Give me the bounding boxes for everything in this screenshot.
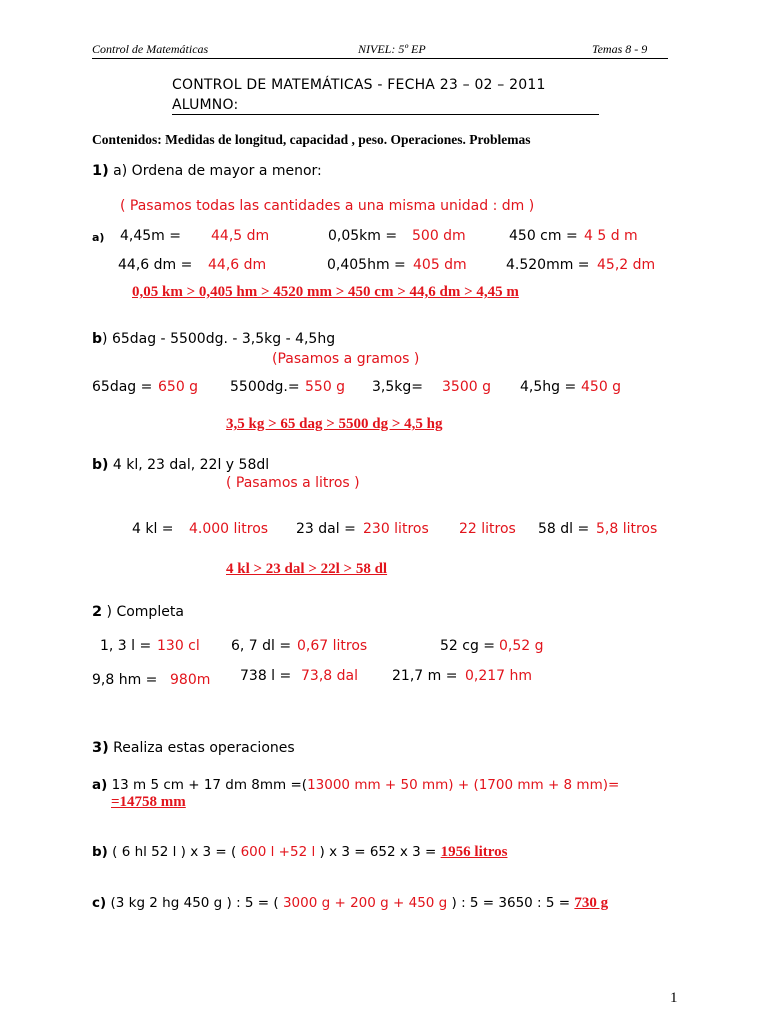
q1-text: Ordena de mayor a menor:	[131, 163, 322, 179]
q1c-text: 4 kl, 23 dal, 22l y 58dl	[108, 457, 270, 473]
q1b-c3: 3,5kg=	[372, 379, 423, 395]
q2-d: 9,8 hm =	[92, 672, 158, 688]
q1b-text: ) 65dag - 5500dg. - 3,5kg - 4,5hg	[102, 331, 336, 347]
q1-r2c3: 4.520mm =	[506, 257, 590, 273]
header-right: Temas 8 - 9	[592, 42, 648, 56]
q3-number: 3)	[92, 740, 109, 756]
q1c-note: ( Pasamos a litros )	[226, 475, 360, 491]
q3-b-label: b)	[92, 844, 108, 860]
q1-r1c3: 450 cm =	[509, 228, 578, 244]
q2-heading	[92, 604, 184, 620]
q3-c-label: c)	[92, 895, 107, 911]
q2-c-value: 0,52 g	[499, 638, 544, 654]
q1-r2c1-value: 44,6 dm	[208, 257, 267, 273]
q3-a-label: a)	[92, 777, 108, 793]
q1-r1c2: 0,05km =	[328, 228, 398, 244]
q1c-answer: 4 kl > 23 dal > 22l > 58 dl	[226, 561, 388, 577]
q1-heading	[92, 163, 322, 179]
q1b-c4: 4,5hg =	[520, 379, 577, 395]
q1c-c2-value: 230 litros	[363, 521, 429, 537]
q1b-c1-value: 650 g	[158, 379, 199, 395]
q3-a	[92, 777, 619, 793]
q1b-note: (Pasamos a gramos )	[272, 351, 420, 367]
q1-r2c2-value: 405 dm	[413, 257, 467, 273]
q2-a-value: 130 cl	[157, 638, 200, 654]
q1c-c4: 58 dl =	[538, 521, 590, 537]
q1b-heading	[92, 331, 335, 347]
q1c-label: b)	[92, 457, 109, 473]
q1b-label: b	[92, 331, 103, 347]
q2-d-value: 980m	[170, 672, 211, 688]
q1-note: ( Pasamos todas las cantidades a una misma unidad : dm )	[120, 198, 535, 214]
q3-c-red: 3000 g + 200 g + 450 g	[282, 895, 448, 911]
header-center: NIVEL: 5º EP	[358, 42, 426, 56]
q3-c-text2: ) : 5 = 3650 : 5 =	[447, 895, 575, 911]
q3-c	[92, 895, 608, 912]
q1-r2c1: 44,6 dm =	[118, 257, 193, 273]
q3-c-text1: (3 kg 2 hg 450 g ) : 5 = (	[106, 895, 283, 911]
q2-a: 1, 3 l =	[100, 638, 152, 654]
q1-r1c3-value: 4 5 d m	[584, 228, 638, 244]
q2-number: 2	[92, 604, 103, 620]
q1-r1c2-value: 500 dm	[412, 228, 466, 244]
q2-b: 6, 7 dl =	[231, 638, 292, 654]
q2-b-value: 0,67 litros	[297, 638, 368, 654]
q3-b-text1: ( 6 hl 52 l ) x 3 = (	[107, 844, 241, 860]
q3-a-text: 13 m 5 cm + 17 dm 8mm =(	[107, 777, 308, 793]
q1b-c2-value: 550 g	[305, 379, 346, 395]
q1-r2c2: 0,405hm =	[327, 257, 406, 273]
q1c-heading	[92, 457, 269, 473]
q1b-c1: 65dag =	[92, 379, 153, 395]
q1-number: 1)	[92, 163, 109, 179]
q1-r1c1: 4,45m =	[120, 228, 181, 244]
q2-f: 21,7 m =	[392, 668, 458, 684]
q3-b-red: 600 l +52 l	[240, 844, 316, 860]
q2-f-value: 0,217 hm	[465, 668, 533, 684]
q2-e: 738 l =	[240, 668, 292, 684]
q3-a-answer: =14758 mm	[111, 794, 186, 810]
student-label: ALUMNO:	[172, 97, 239, 113]
q1-label-a: a)	[113, 163, 128, 179]
q1-answer: 0,05 km > 0,405 hm > 4520 mm > 450 cm > 44,6 dm > 4,45 m	[132, 284, 519, 300]
q2-c: 52 cg =	[440, 638, 496, 654]
header-left: Control de Matemáticas	[92, 42, 209, 56]
q3-a-red: 13000 mm + 50 mm) + (1700 mm + 8 mm)=	[307, 777, 620, 793]
student-field	[172, 97, 599, 115]
q2-e-value: 73,8 dal	[301, 668, 358, 684]
q1c-c2: 23 dal =	[296, 521, 356, 537]
page-title: CONTROL DE MATEMÁTICAS - FECHA 23 – 02 – 2011	[172, 77, 546, 93]
q1c-c3-value: 22 litros	[459, 521, 516, 537]
q1c-c4-value: 5,8 litros	[596, 521, 658, 537]
q3-text: Realiza estas operaciones	[108, 740, 295, 756]
q3-b-answer: 1956 litros	[440, 844, 508, 860]
q2-text: ) Completa	[102, 604, 184, 620]
q1-r2c3-value: 45,2 dm	[597, 257, 656, 273]
page-number: 1	[670, 990, 678, 1006]
q1b-answer: 3,5 kg > 65 dag > 5500 dg > 4,5 hg	[226, 416, 443, 432]
q3-c-answer: 730 g	[574, 895, 609, 911]
q1c-c1: 4 kl =	[132, 521, 174, 537]
header-divider	[92, 58, 668, 59]
q1c-c1-value: 4.000 litros	[189, 521, 269, 537]
q3-b	[92, 844, 507, 861]
q1-r1c1-value: 44,5 dm	[211, 228, 270, 244]
q1b-c2: 5500dg.=	[230, 379, 300, 395]
q1b-c4-value: 450 g	[581, 379, 622, 395]
q3-heading	[92, 740, 295, 756]
q3-b-text2: ) x 3 = 652 x 3 =	[315, 844, 441, 860]
q1b-c3-value: 3500 g	[442, 379, 491, 395]
contents-line: Contenidos: Medidas de longitud, capacidad , peso. Operaciones. Problemas	[92, 132, 531, 147]
q1-row1-label: a)	[92, 231, 105, 244]
q1-row1	[92, 229, 104, 245]
